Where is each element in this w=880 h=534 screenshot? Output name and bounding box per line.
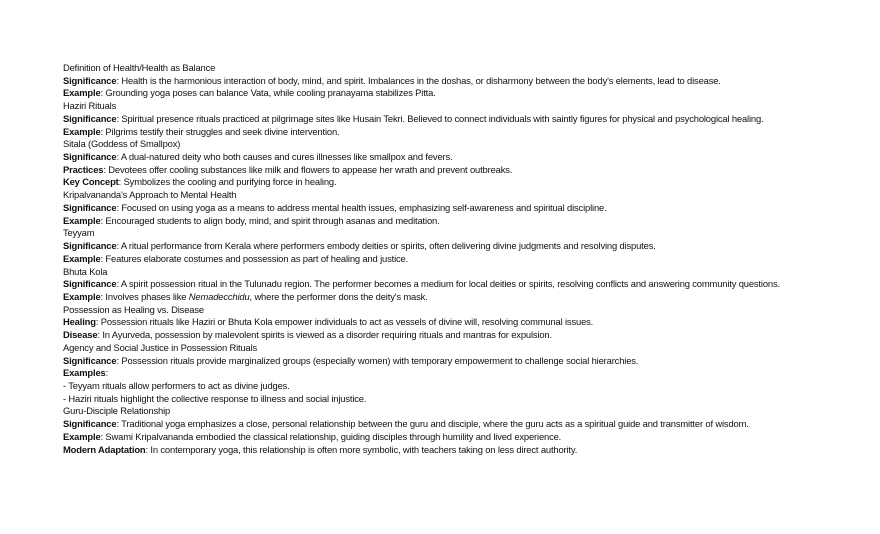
- paragraph: [63, 367, 863, 380]
- bullet-item: - Haziri rituals highlight the collective response to illness and social injustice.: [63, 392, 367, 404]
- body-text: : A dual-natured deity who both causes and cures illnesses like smallpox and fevers.: [116, 151, 453, 163]
- label: Significance: [63, 240, 117, 252]
- bullet-item: - Teyyam rituals allow performers to act as divine judges.: [63, 379, 290, 391]
- body-text: : In contemporary yoga, this relationship is often more symbolic, with teachers taking on less direct authority.: [145, 443, 578, 455]
- body-text: : Devotees offer cooling substances like milk and flowers to appease her wrath and prevent outbreaks.: [103, 163, 513, 175]
- paragraph: [63, 176, 863, 189]
- section-title: Bhuta Kola: [63, 265, 108, 277]
- body-text: : In Ayurveda, possession by malevolent spirits is viewed as a disorder requiring rituals and mantras for expulsion.: [97, 329, 552, 341]
- label: Example: [63, 430, 101, 442]
- section-title: Haziri Rituals: [63, 100, 117, 112]
- body-text: , where the performer dons the deity's mask.: [249, 290, 428, 302]
- label: Example: [63, 252, 101, 264]
- paragraph: [63, 113, 863, 126]
- paragraph: [63, 164, 863, 177]
- paragraph: [63, 278, 793, 291]
- section-title: Definition of Health/Health as Balance: [63, 62, 216, 73]
- paragraph: [63, 291, 863, 304]
- label: Key Concept: [63, 176, 119, 188]
- paragraph: [63, 329, 863, 342]
- body-text: : A spirit possession ritual in the Tulunadu region. The performer becomes a medium for local deities or spirits, resolving conflicts and answering community questions.: [116, 278, 780, 290]
- body-text: : A ritual performance from Kerala where performers embody deities or spirits, often delivering divine judgments and resolving disputes.: [116, 240, 656, 252]
- label: Significance: [63, 354, 117, 366]
- paragraph: [63, 151, 863, 164]
- body-text: : Health is the harmonious interaction of body, mind, and spirit. Imbalances in the doshas, or disharmony between the body's elements, lead to disease.: [116, 74, 721, 86]
- label: Significance: [63, 151, 117, 163]
- label: Example: [63, 214, 101, 226]
- label: Examples: [63, 367, 106, 379]
- italic-term: Nemadecchidu: [188, 290, 250, 302]
- body-text: : Grounding yoga poses can balance Vata, while cooling pranayama stabilizes Pitta.: [100, 87, 436, 99]
- label: Significance: [63, 278, 117, 290]
- body-text: : Involves phases like: [100, 290, 189, 302]
- paragraph: [63, 126, 863, 139]
- paragraph: [63, 240, 863, 253]
- paragraph: [63, 75, 863, 88]
- body-text: : Possession rituals provide marginalized groups (especially women) with temporary empowerment to challenge social hierarchies.: [116, 354, 639, 366]
- label: Modern Adaptation: [63, 443, 146, 455]
- body-text: : Traditional yoga emphasizes a close, personal relationship between the guru and disciple, where the guru acts as a spiritual guide and transmitter of wisdom.: [116, 418, 749, 430]
- paragraph: [63, 355, 863, 368]
- body-text: : Possession rituals like Haziri or Bhuta Kola empower individuals to act as vessels of divine will, resolving communal issues.: [95, 316, 594, 328]
- body-text: : Features elaborate costumes and possession as part of healing and justice.: [100, 252, 409, 264]
- body-text: :: [105, 367, 109, 379]
- label: Significance: [63, 418, 117, 430]
- body-text: : Encouraged students to align body, mind, and spirit through asanas and meditation.: [100, 214, 440, 226]
- section-title: Guru-Disciple Relationship: [63, 405, 171, 417]
- body-text: : Spiritual presence rituals practiced at pilgrimage sites like Husain Tekri. Believed to connect individuals with saintly figures for physical and psychological healing.: [116, 112, 764, 124]
- label: Disease: [63, 329, 98, 341]
- section-title: Kripalvananda's Approach to Mental Health: [63, 189, 237, 201]
- label: Healing: [63, 316, 96, 328]
- label: Significance: [63, 112, 117, 124]
- label: Example: [63, 125, 101, 137]
- section-title: Teyyam: [63, 227, 95, 239]
- paragraph: [63, 316, 863, 329]
- paragraph: [63, 202, 863, 215]
- label: Significance: [63, 74, 117, 86]
- paragraph: [63, 444, 863, 457]
- paragraph: [63, 253, 863, 266]
- paragraph: [63, 431, 863, 444]
- label: Significance: [63, 201, 117, 213]
- paragraph: [63, 87, 863, 100]
- paragraph: [63, 215, 863, 228]
- section-title: Agency and Social Justice in Possession Rituals: [63, 341, 258, 353]
- body-text: : Swami Kripalvananda embodied the classical relationship, guiding disciples through humility and lived experience.: [100, 430, 562, 442]
- body-text: : Focused on using yoga as a means to address mental health issues, emphasizing self-awareness and spiritual discipline.: [116, 201, 607, 213]
- body-text: : Symbolizes the cooling and purifying force in healing.: [118, 176, 337, 188]
- section-title: Possession as Healing vs. Disease: [63, 303, 204, 315]
- paragraph: [63, 418, 863, 431]
- label: Practices: [63, 163, 104, 175]
- document-page: [63, 62, 863, 456]
- label: Example: [63, 290, 101, 302]
- section-title: Sitala (Goddess of Smallpox): [63, 138, 181, 150]
- label: Example: [63, 87, 101, 99]
- body-text: : Pilgrims testify their struggles and seek divine intervention.: [100, 125, 340, 137]
